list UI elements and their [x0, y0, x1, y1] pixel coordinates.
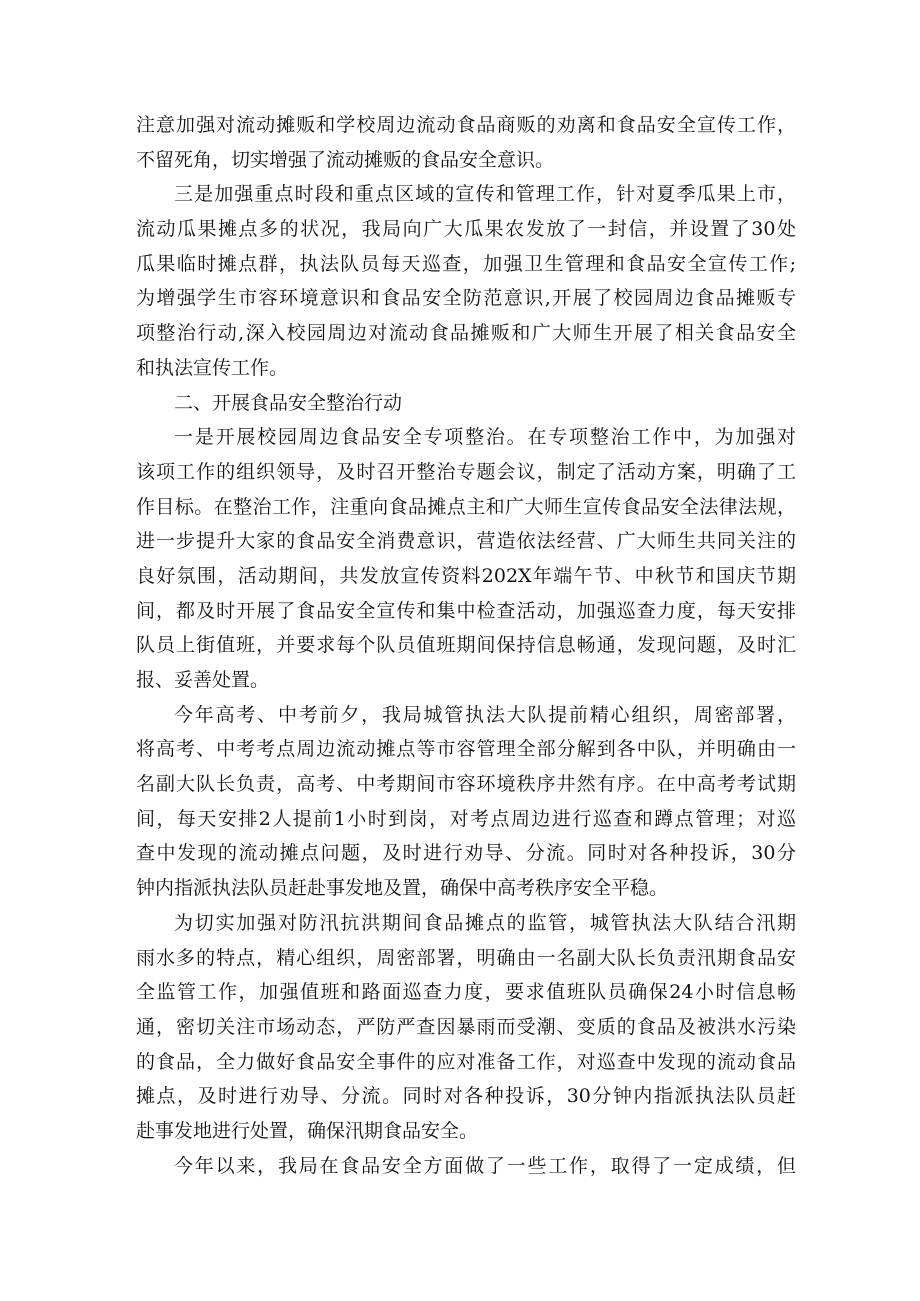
text-line: 钟内指派执法队员赶赴事发地及置，确保中高考秩序安全平稳。	[136, 877, 669, 900]
text-line: 全监管工作，加强值班和路面巡查力度，要求值班队员确保24小时信息畅	[136, 981, 796, 1004]
text-line: 瓜果临时摊点群，执法队员每天巡查，加强卫生管理和食品安全宣传工作;	[136, 252, 796, 275]
text-line: 将高考、中考考点周边流动摊点等市容管理全部分解到各中队，并明确由一	[136, 738, 796, 761]
text-line: 进一步提升大家的食品安全消费意识，营造依法经营、广大师生共同关注的	[136, 530, 796, 553]
text-line: 摊点，及时进行劝导、分流。同时对各种投诉，30分钟内指派执法队员赶	[136, 1085, 796, 1108]
text-line: 该项工作的组织领导，及时召开整治专题会议，制定了活动方案，明确了工	[136, 460, 796, 483]
text-line: 不留死角，切实增强了流动摊贩的食品安全意识。	[136, 148, 555, 171]
text-line: 一是开展校园周边食品安全专项整治。在专项整治工作中，为加强对	[174, 426, 796, 449]
text-line: 良好氛围，活动期间，共发放宣传资料202X年端午节、中秋节和国庆节期	[136, 564, 796, 587]
text-line: 三是加强重点时段和重点区域的宣传和管理工作，针对夏季瓜果上市，	[174, 183, 796, 206]
text-line: 注意加强对流动摊贩和学校周边流动食品商贩的劝离和食品安全宣传工作，	[136, 114, 796, 136]
text-line: 查中发现的流动摊点问题，及时进行劝导、分流。同时对各种投诉，30分	[136, 842, 796, 865]
text-line: 雨水多的特点，精心组织，周密部署，明确由一名副大队长负责汛期食品安	[136, 946, 796, 969]
document-body	[136, 108, 796, 1183]
text-line: 间，每天安排2人提前1小时到岗，对考点周边进行巡查和蹲点管理；对巡	[136, 807, 796, 830]
text-line: 的食品，全力做好食品安全事件的应对准备工作，对巡查中发现的流动食品	[136, 1050, 796, 1073]
text-line: 为切实加强对防汛抗洪期间食品摊点的监管，城管执法大队结合汛期	[174, 911, 796, 934]
text-line: 队员上街值班，并要求每个队员值班期间保持信息畅通，发现问题，及时汇	[136, 634, 796, 657]
text-line: 报、妥善处置。	[136, 669, 270, 691]
text-line: 和执法宣传工作。	[136, 356, 289, 379]
section-heading: 二、开展食品安全整治行动	[174, 391, 403, 414]
text-line: 今年以来，我局在食品安全方面做了一些工作，取得了一定成绩，但	[174, 1154, 796, 1177]
text-line: 今年高考、中考前夕，我局城管执法大队提前精心组织，周密部署，	[174, 703, 796, 726]
text-line: 通，密切关注市场动态，严防严查因暴雨而受潮、变质的食品及被洪水污染	[136, 1015, 796, 1038]
text-line: 项整治行动,深入校园周边对流动食品摊贩和广大师生开展了相关食品安全	[136, 322, 796, 345]
text-line: 流动瓜果摊点多的状况，我局向广大瓜果农发放了一封信，并设置了30处	[136, 218, 796, 241]
text-line: 赴事发地进行处置，确保汛期食品安全。	[136, 1119, 479, 1142]
text-line: 作目标。在整治工作，注重向食品摊点主和广大师生宣传食品安全法律法规，	[136, 495, 796, 518]
text-line: 为增强学生市容环境意识和食品安全防范意识,开展了校园周边食品摊贩专	[136, 287, 796, 310]
text-line: 间，都及时开展了食品安全宣传和集中检查活动，加强巡查力度，每天安排	[136, 599, 796, 622]
text-line: 名副大队长负责，高考、中考期间市容环境秩序井然有序。在中高考考试期	[136, 773, 796, 796]
